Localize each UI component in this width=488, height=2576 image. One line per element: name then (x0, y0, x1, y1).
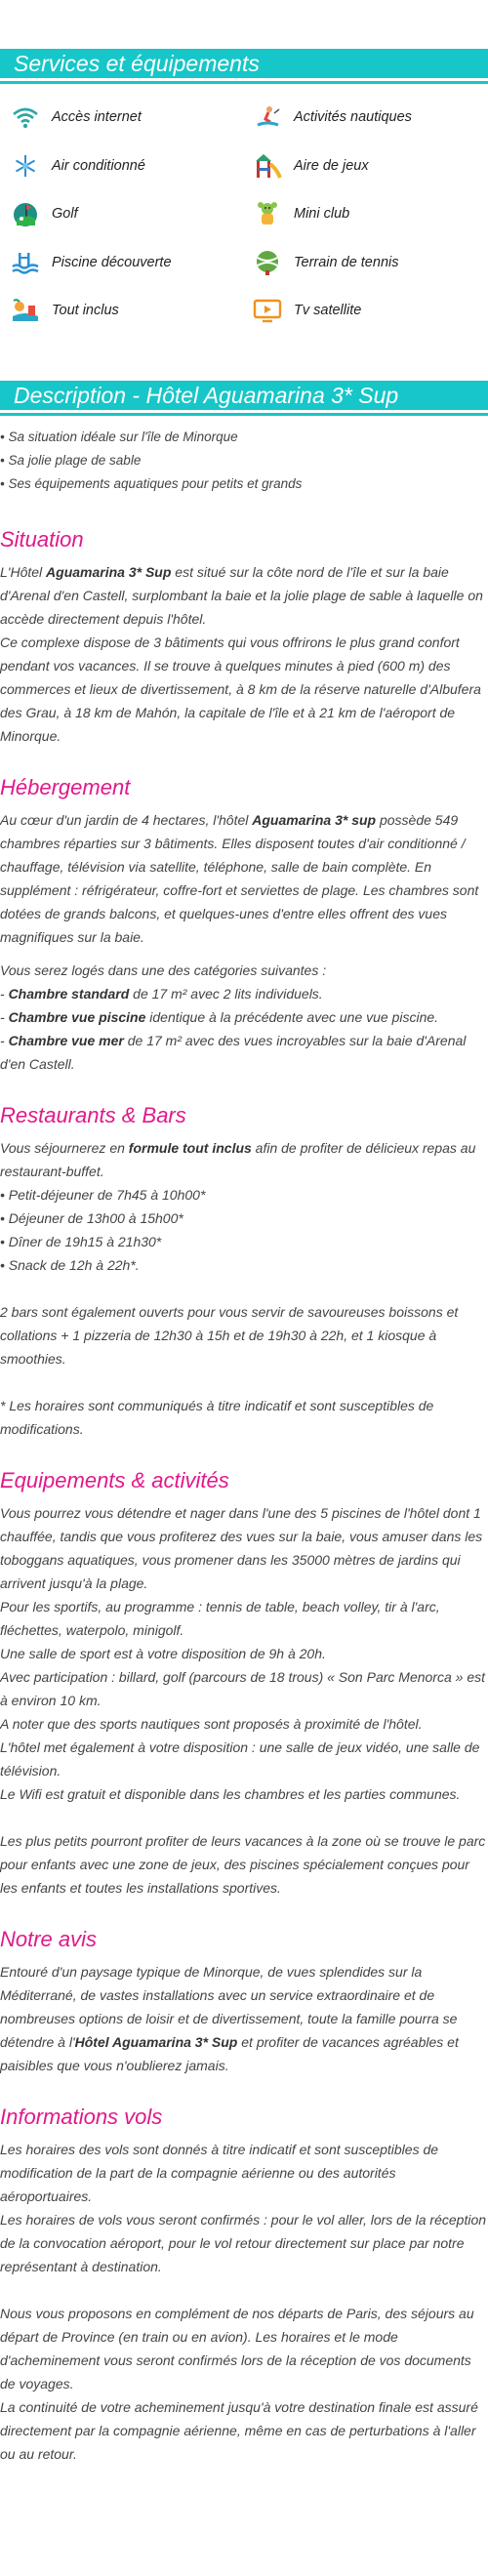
pool-icon (10, 249, 41, 276)
all-inclusive-icon (10, 297, 41, 324)
wifi-icon (10, 103, 41, 131)
tennis-icon (252, 249, 283, 276)
service-internet: Accès internet (0, 94, 244, 141)
equipements-paragraph: Le Wifi est gratuit et disponible dans les chambres et les parties communes. (0, 1786, 461, 1802)
vols-heading: Informations vols (0, 2105, 163, 2129)
room-category: - Chambre standard de 17 m² avec 2 lits individuels. (0, 986, 323, 1002)
equipements-paragraph: Une salle de sport est à votre disposition de 9h à 20h. (0, 1646, 326, 1661)
service-nautiques: Activités nautiques (244, 94, 488, 141)
restaurants-heading: Restaurants & Bars (0, 1103, 186, 1127)
service-tout-inclus: Tout inclus (0, 287, 244, 334)
hebergement-paragraph: Au cœur d'un jardin de 4 hectares, l'hôtel Aguamarina 3* sup possède 549 chambres réparties sur 3 bâtiments. Elles disposent toutes d'air conditionné / chauffage, télévision via satellite, téléphone, salle de bain complète. En supplément : réfrigérateur, coffre-fort et serviettes de plage. Les chambres sont dotées de grands balcons, et quelques-unes d'entre elles offrent des vues magnifiques sur la baie. (0, 812, 479, 945)
equipements-text (0, 1501, 488, 1900)
snowflake-icon (10, 152, 41, 180)
description-banner (0, 381, 488, 420)
equipements-paragraph: L'hôtel met également à votre disposition : une salle de jeux vidéo, une salle de télévision. (0, 1739, 480, 1779)
playground-icon (252, 152, 283, 180)
equipements-paragraph: Pour les sportifs, au programme : tennis de table, beach volley, tir à l'arc, fléchettes, waterpolo, minigolf. (0, 1599, 440, 1638)
service-golf: Golf (0, 190, 244, 237)
equipements-paragraph: Vous pourrez vous détendre et nager dans l'une des 5 piscines de l'hôtel dont 1 chauffée, tandis que vous profiterez des vues sur la baie, vous amuser dans les toboggans aquatiques, vous promener dans les 35000 mètres de jardins qui arrivent jusqu'à la plage. (0, 1505, 483, 1591)
notre-avis-heading: Notre avis (0, 1927, 98, 1951)
notre-avis-text (0, 1960, 488, 2077)
situation-paragraph: L'Hôtel Aguamarina 3* Sup est situé sur la côte nord de l'île et sur la baie d'Arenal d'en Castell, surplombant la baie et la jolie plage de sable à laquelle on accède directement depuis l'hôtel. (0, 564, 483, 627)
vols-paragraph: Les horaires de vols vous seront confirmés : pour le vol aller, lors de la réception de la convocation aéroport, pour le vol retour directement sur place par notre représentant à destination. (0, 2212, 487, 2274)
equipements-heading: Equipements & activités (0, 1468, 229, 1492)
description-content (0, 420, 488, 2466)
room-category: - Chambre vue mer de 17 m² avec des vues incroyables sur la baie d'Arenal d'en Castell. (0, 1033, 467, 1072)
vols-text (0, 2138, 488, 2466)
restaurants-note: * Les horaires sont communiqués à titre indicatif et sont susceptibles de modifications. (0, 1398, 434, 1437)
highlights-list (0, 426, 488, 496)
mini-club-icon (252, 200, 283, 227)
service-aire-jeux: Aire de jeux (244, 143, 488, 189)
services-title: Services et équipements (14, 51, 260, 76)
restaurants-text (0, 1136, 488, 1441)
hebergement-text (0, 808, 488, 1076)
meal-item: • Dîner de 19h15 à 21h30* (0, 1234, 162, 1249)
highlight-item: • Sa jolie plage de sable (0, 453, 142, 468)
service-clim: Air conditionné (0, 143, 244, 189)
meal-item: • Petit-déjeuner de 7h45 à 10h00* (0, 1187, 206, 1203)
vols-paragraph: Nous vous proposons en complément de nos départs de Paris, des séjours au départ de Province (en train ou en avion). Les horaires et le mode d'acheminement vous seront confirmés lors de la réception de vos documents de voyages. (0, 2306, 474, 2392)
situation-text (0, 560, 488, 748)
room-category: - Chambre vue piscine identique à la précédente avec une vue piscine. (0, 1009, 439, 1025)
meal-item: • Snack de 12h à 22h*. (0, 1257, 140, 1273)
vols-paragraph: La continuité de votre acheminement jusqu'à votre destination finale est assuré directement par la compagnie aérienne, même en cas de perturbations à l'aller ou au retour. (0, 2399, 478, 2462)
situation-paragraph: Ce complexe dispose de 3 bâtiments qui vous offrirons le plus grand confort pendant vos vacances. Il se trouve à quelques minutes à pied (600 m) des commerces et lieux de divertissement, à 8 km de la réserve naturelle d'Albufera des Grau, à 18 km de Mahón, la capitale de l'île et à 21 km de l'aéroport de Minorque. (0, 634, 481, 744)
hebergement-heading: Hébergement (0, 775, 131, 799)
description-title: Description - Hôtel Aguamarina 3* Sup (14, 383, 399, 408)
equipements-paragraph: Les plus petits pourront profiter de leurs vacances à la zone où se trouve le parc pour enfants avec une zone de jeux, des piscines spécialement conçues pour les enfants et toutes les installations sportives. (0, 1833, 486, 1896)
vols-paragraph: Les horaires des vols sont donnés à titre indicatif et sont susceptibles de modification de la part de la compagnie aérienne ou des autorités aéroportuaires. (0, 2142, 439, 2204)
notre-avis-paragraph: Entouré d'un paysage typique de Minorque, de vues splendides sur la Méditerrané, de vastes installations avec un service extraordinaire et de nombreuses options de loisir et de divertissement, toute la famille pourra se détendre à l'Hôtel Aguamarina 3* Sup et profiter de vacances agréables et paisibles que vous n'oublierez jamais. (0, 1964, 459, 2073)
equipements-paragraph: Avec participation : billard, golf (parcours de 18 trous) « Son Parc Menorca » est à environ 10 km. (0, 1669, 485, 1708)
equipements-paragraph: A noter que des sports nautiques sont proposés à proximité de l'hôtel. (0, 1716, 423, 1732)
situation-heading: Situation (0, 527, 84, 552)
tv-icon (252, 297, 283, 324)
services-grid (0, 88, 488, 336)
waterski-icon (252, 103, 283, 131)
meal-item: • Déjeuner de 13h00 à 15h00* (0, 1210, 183, 1226)
service-piscine: Piscine découverte (0, 239, 244, 286)
hebergement-paragraph: Vous serez logés dans une des catégories suivantes : (0, 962, 327, 978)
service-tv: Tv satellite (244, 287, 488, 334)
services-banner (0, 49, 488, 88)
golf-icon (10, 200, 41, 227)
highlight-item: • Ses équipements aquatiques pour petits et grands (0, 476, 303, 491)
restaurants-paragraph: 2 bars sont également ouverts pour vous servir de savoureuses boissons et collations + 1 pizzeria de 12h30 à 15h et de 19h30 à 22h, et 1 kiosque à smoothies. (0, 1304, 459, 1367)
highlight-item: • Sa situation idéale sur l'île de Minorque (0, 429, 238, 444)
service-mini-club: Mini club (244, 190, 488, 237)
restaurants-paragraph: Vous séjournerez en formule tout inclus afin de profiter de délicieux repas au restaurant-buffet. (0, 1140, 476, 1179)
service-tennis: Terrain de tennis (244, 239, 488, 286)
